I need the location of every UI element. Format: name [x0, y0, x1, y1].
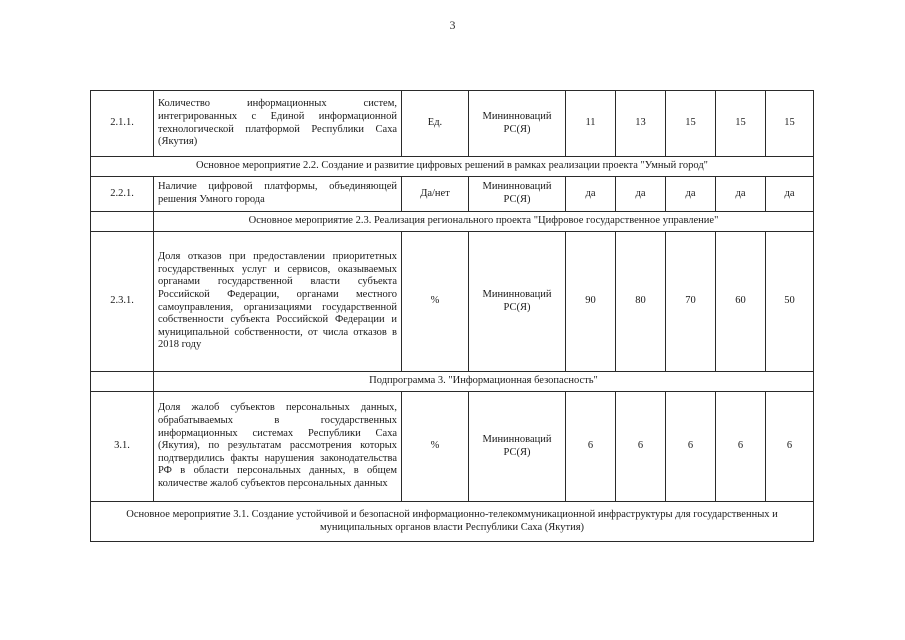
value-cell: да — [566, 177, 616, 212]
empty-cell — [91, 372, 154, 392]
value-cell: 6 — [666, 392, 716, 502]
table-row-2-2-1 — [91, 177, 814, 212]
row-number: 3.1. — [91, 392, 154, 502]
value-cell: 15 — [666, 91, 716, 157]
section-heading-2-2: Основное мероприятие 2.2. Создание и развитие цифровых решений в рамках реализации проекта "Умный город" — [91, 157, 814, 177]
value-cell: да — [766, 177, 814, 212]
indicators-table — [90, 90, 814, 542]
section-heading-row — [91, 157, 814, 177]
source-cell: Мининноваций РС(Я) — [469, 232, 566, 372]
value-cell: 50 — [766, 232, 814, 372]
row-number: 2.3.1. — [91, 232, 154, 372]
section-heading-row — [91, 502, 814, 542]
value-cell: да — [716, 177, 766, 212]
value-cell: 6 — [766, 392, 814, 502]
empty-cell — [91, 212, 154, 232]
value-cell: 60 — [716, 232, 766, 372]
subprogram-heading-3: Подпрограмма 3. "Информационная безопасность" — [154, 372, 814, 392]
value-cell: 90 — [566, 232, 616, 372]
indicator-name: Количество информационных систем, интегрированных с Единой информационной технологической платформой Республики Саха (Якутия) — [154, 91, 402, 157]
indicator-name: Доля жалоб субъектов персональных данных, обрабатываемых в государственных информационных системах Республики Саха (Якутия), по результатам рассмотрения которых подтвердились факты нарушения законодательства РФ в области персональных данных, в общем количестве жалоб субъектов персональных данных — [154, 392, 402, 502]
value-cell: 11 — [566, 91, 616, 157]
value-cell: да — [666, 177, 716, 212]
value-cell: да — [616, 177, 666, 212]
page-number: 3 — [449, 18, 456, 32]
table-row-2-1-1 — [91, 91, 814, 157]
source-cell: Мининноваций РС(Я) — [469, 392, 566, 502]
indicator-name: Наличие цифровой платформы, объединяющей решения Умного города — [154, 177, 402, 212]
unit-cell: % — [402, 232, 469, 372]
unit-cell: % — [402, 392, 469, 502]
section-heading-row — [91, 212, 814, 232]
value-cell: 13 — [616, 91, 666, 157]
section-heading-2-3: Основное мероприятие 2.3. Реализация регионального проекта "Цифровое государственное управление" — [154, 212, 814, 232]
value-cell: 6 — [566, 392, 616, 502]
unit-cell: Да/нет — [402, 177, 469, 212]
row-number: 2.1.1. — [91, 91, 154, 157]
subprogram-heading-row — [91, 372, 814, 392]
table-row-2-3-1 — [91, 232, 814, 372]
row-number: 2.2.1. — [91, 177, 154, 212]
unit-cell: Ед. — [402, 91, 469, 157]
source-cell: Мининноваций РС(Я) — [469, 177, 566, 212]
value-cell: 6 — [616, 392, 666, 502]
value-cell: 70 — [666, 232, 716, 372]
value-cell: 15 — [716, 91, 766, 157]
indicator-name: Доля отказов при предоставлении приоритетных государственных услуг и сервисов, оказываемых органами государственной власти субъекта Российской Федерации, органами местного самоуправления, организациями государственной собственности субъекта Российской Федерации и муниципальной собственности, от числа отказов в 2018 году — [154, 232, 402, 372]
value-cell: 15 — [766, 91, 814, 157]
value-cell: 80 — [616, 232, 666, 372]
table-row-3-1 — [91, 392, 814, 502]
source-cell: Мининноваций РС(Я) — [469, 91, 566, 157]
value-cell: 6 — [716, 392, 766, 502]
section-heading-3-1: Основное мероприятие 3.1. Создание устойчивой и безопасной информационно-телекоммуникационной инфраструктуры для государственных и муниципальных органов власти Республики Саха (Якутия) — [91, 502, 814, 542]
